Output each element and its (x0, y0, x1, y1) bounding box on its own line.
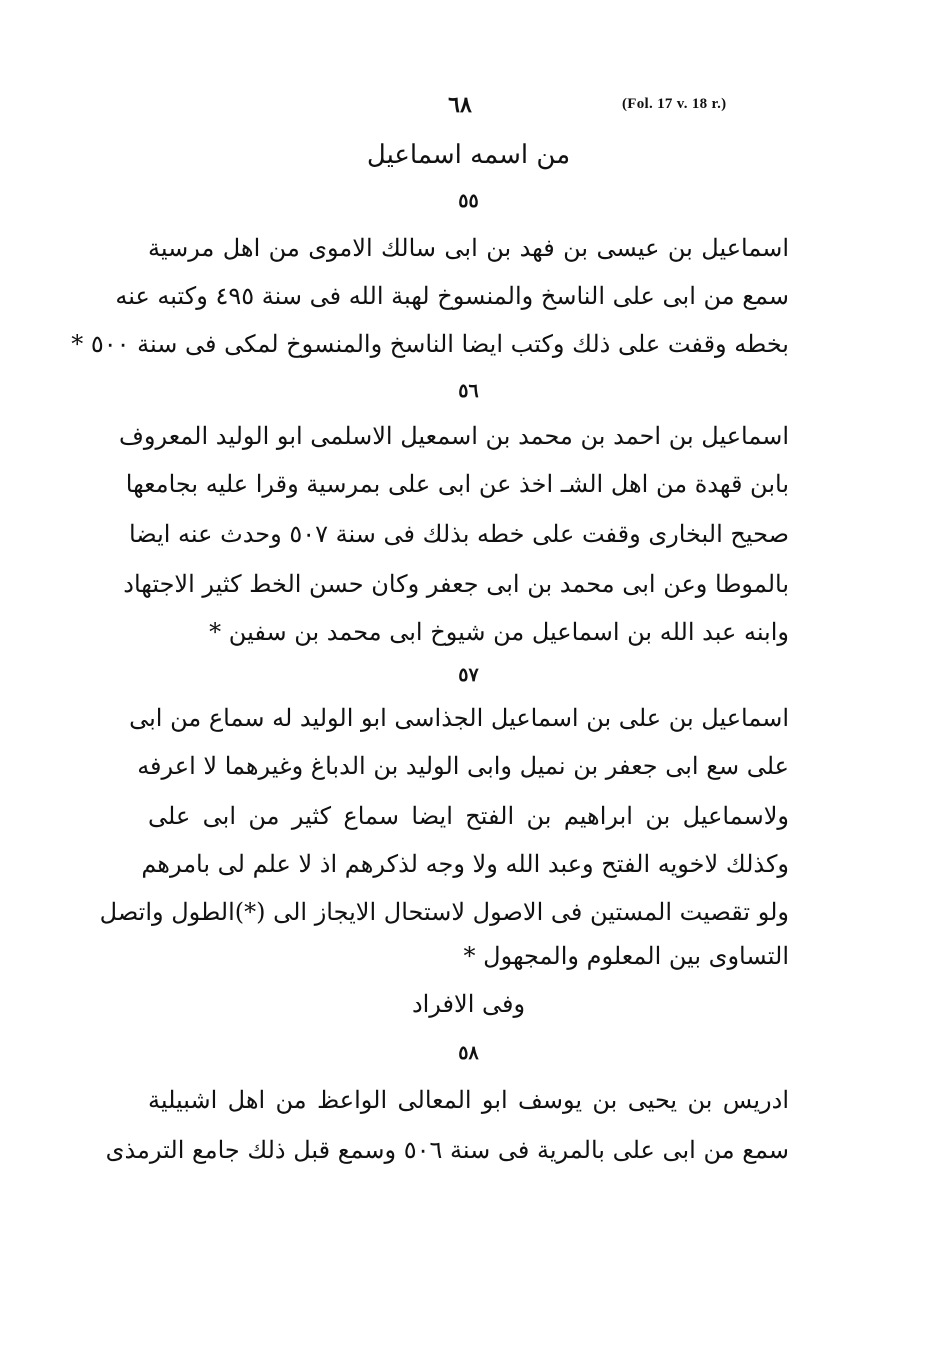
entry-57-line-2: على سع ابى جعفر بن نميل وابى الوليد بن الدباغ وغيرهما لا اعرفه (137, 752, 789, 780)
entry-57-line-3: ولاسماعيل بن ابراهيم بن الفتح ايضا سماع كثير من ابى على (148, 802, 789, 830)
entry-number-56: ٥٦ (458, 380, 479, 402)
entry-57-line-4: وكذلك لاخويه الفتح وعبد الله ولا وجه لذكرهم اذ لا علم لى بامرهم (141, 850, 789, 878)
entry-56-line-2: بابن قهدة من اهل الشـ اخذ عن ابى على بمرسية وقرا عليه بجامعها (125, 470, 789, 498)
entry-56-line-1: اسماعيل بن احمد بن محمد بن اسمعيل الاسلمى ابو الوليد المعروف (119, 422, 789, 450)
entry-57-line-5: ولو تقصيت المستين فى الاصول لاستحال الايجاز الى (*)الطول واتصل (99, 898, 789, 926)
entry-57-line-6: التساوى بين المعلوم والمجهول * (463, 942, 789, 970)
entry-55-line-2: سمع من ابى على الناسخ والمنسوخ لهبة الله فى سنة ٤٩٥ وكتبه عنه (115, 282, 789, 310)
entry-56-line-3: صحيح البخارى وقفت على خطه بذلك فى سنة ٥٠٧ وحدث عنه ايضا (128, 520, 789, 548)
entry-number-58: ٥٨ (458, 1042, 479, 1064)
entry-number-55: ٥٥ (458, 190, 479, 212)
page-number: ٦٨ (448, 92, 472, 118)
subsection-heading: وفى الافراد (411, 990, 526, 1018)
entry-number-57: ٥٧ (458, 664, 479, 686)
entry-55-line-1: اسماعيل بن عيسى بن فهد بن ابى سالك الاموى من اهل مرسية (148, 234, 789, 262)
entry-58-line-1: ادريس بن يحيى بن يوسف ابو المعالى الواعظ من اهل اشبيلية (148, 1086, 789, 1114)
folio-reference: (Fol. 17 v. 18 r.) (622, 96, 727, 112)
entry-56-line-4: بالموطا وعن ابى محمد بن ابى جعفر وكان حسن الخط كثير الاجتهاد (123, 570, 789, 598)
entry-55-line-3: بخطه وقفت على ذلك وكتب ايضا الناسخ والمنسوخ لمكى فى سنة ٥٠٠ * (71, 330, 789, 358)
entry-56-line-5: وابنه عبد الله بن اسماعيل من شيوخ ابى محمد بن سفين * (209, 618, 789, 646)
entry-57-line-1: اسماعيل بن على بن اسماعيل الجذاسى ابو الوليد له سماع من ابى (129, 704, 789, 732)
section-heading: من اسمه اسماعيل (366, 140, 571, 170)
entry-58-line-2: سمع من ابى على بالمرية فى سنة ٥٠٦ وسمع قبل ذلك جامع الترمذى (105, 1136, 789, 1164)
